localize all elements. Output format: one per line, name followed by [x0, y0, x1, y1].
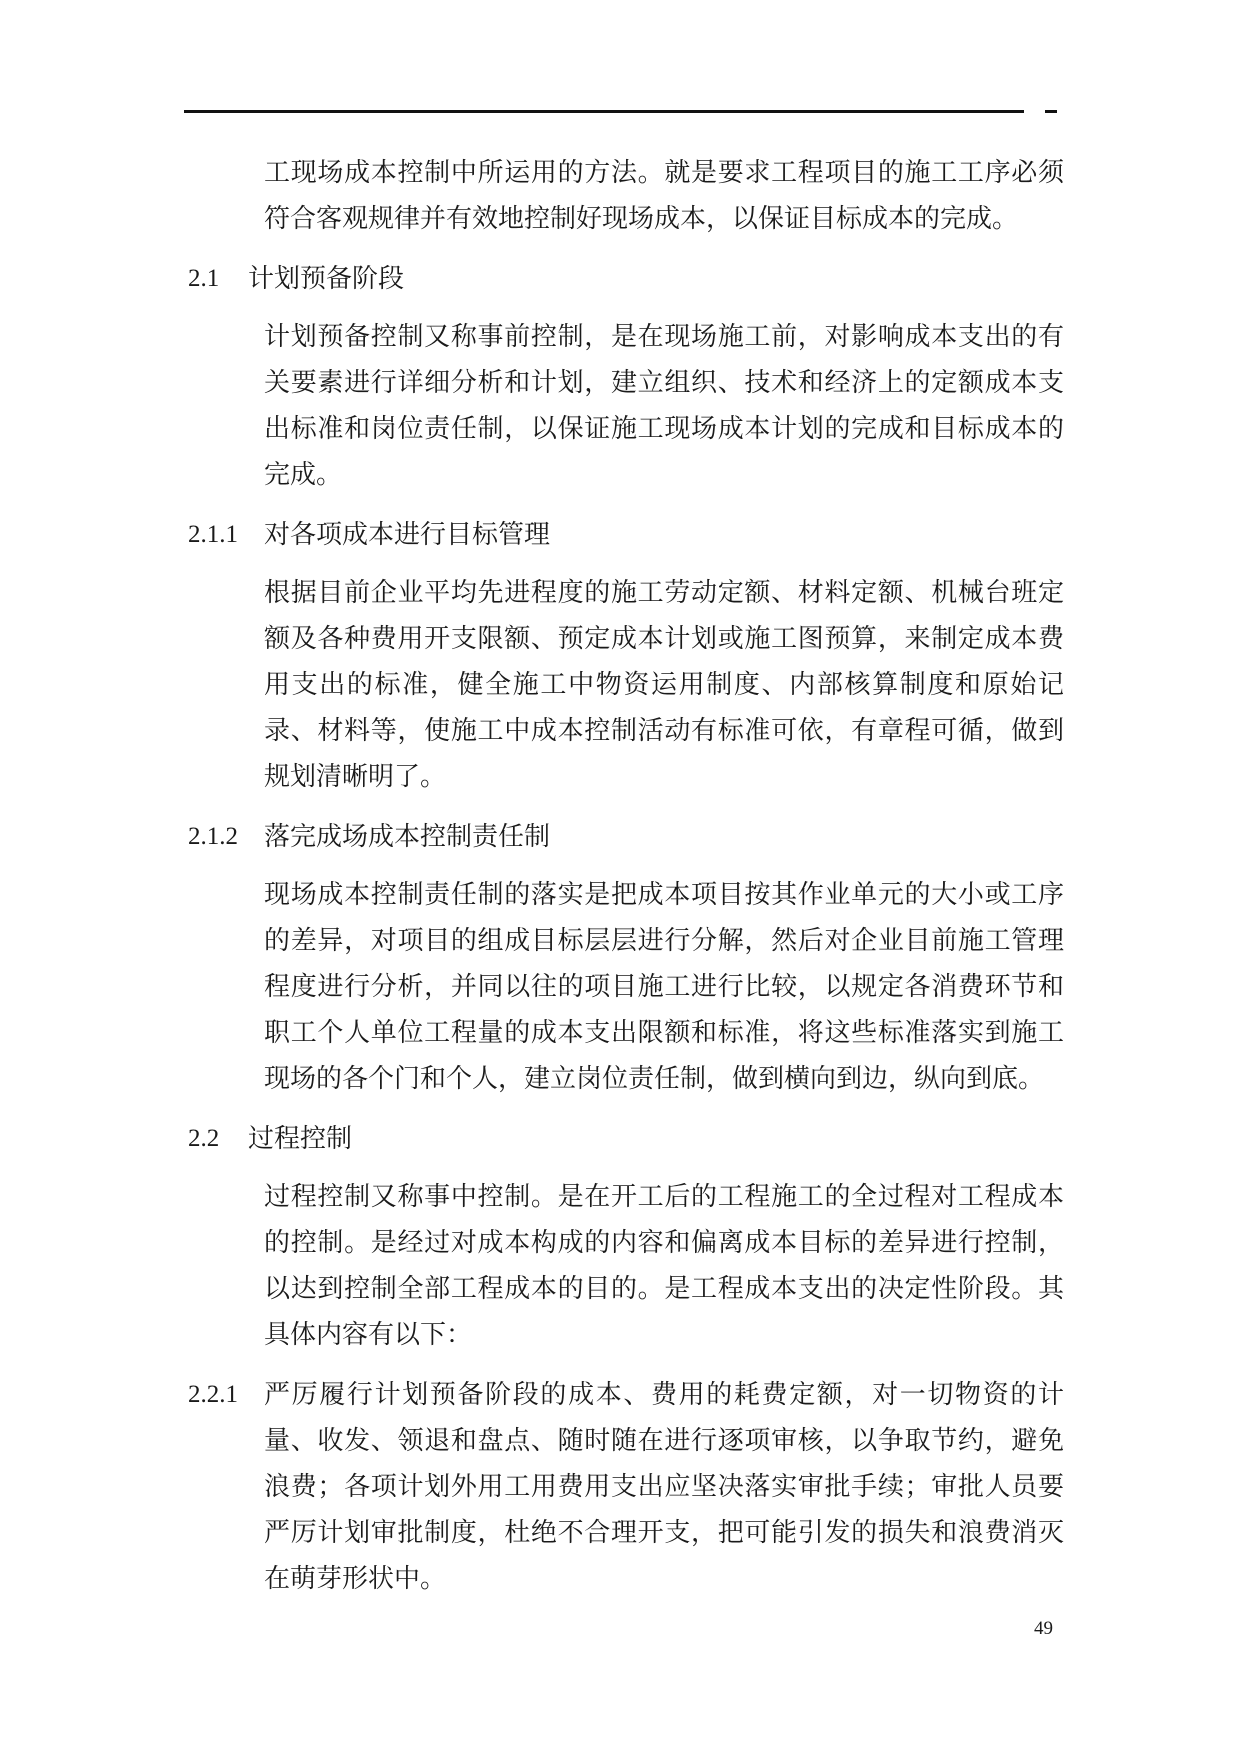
section-2-1-2-body: 现场成本控制责任制的落实是把成本项目按其作业单元的大小或工序的差异，对项目的组成目标层层进行分解，然后对企业目前施工管理程度进行分析，并同以往的项目施工进行比较，以规定各消费环节和职工个人单位工程量的成本支出限额和标准，将这些标准落实到施工现场的各个门和个人，建立岗位责任制，做到横向到边，纵向到底。: [264, 880, 1064, 1094]
section-2-1-heading: [0, 256, 1241, 302]
section-2-1-1-body: 根据目前企业平均先进程度的施工劳动定额、材料定额、机械台班定额及各种费用开支限额、预定成本计划或施工图预算，来制定成本费用支出的标准，健全施工中物资运用制度、内部核算制度和原始记录、材料等，使施工中成本控制活动有标准可依，有章程可循，做到规划清晰明了。: [264, 578, 1064, 792]
section-title: 过程控制: [248, 1124, 353, 1154]
section-2-2-1-item: [0, 1372, 1241, 1602]
section-2-2-heading: [0, 1116, 1241, 1162]
header-rule-mark: [1045, 110, 1057, 113]
section-2-1-body: 计划预备控制又称事前控制，是在现场施工前，对影响成本支出的有关要素进行详细分析和计划，建立组织、技术和经济上的定额成本支出标准和岗位责任制，以保证施工现场成本计划的完成和目标成本的完成。: [264, 322, 1064, 490]
section-number: 2.1: [188, 265, 220, 292]
page-number: 49: [1034, 1618, 1053, 1639]
section-2-2-1-body: 严厉履行计划预备阶段的成本、费用的耗费定额，对一切物资的计量、收发、领退和盘点、随时随在进行逐项审核，以争取节约，避免浪费；各项计划外用工用费用支出应坚决落实审批手续；审批人员要严厉计划审批制度，杜绝不合理开支，把可能引发的损失和浪费消灭在萌芽形状中。: [264, 1380, 1064, 1594]
section-2-2-body: 过程控制又称事中控制。是在开工后的工程施工的全过程对工程成本的控制。是经过对成本构成的内容和偏离成本目标的差异进行控制，以达到控制全部工程成本的目的。是工程成本支出的决定性阶段。其具体内容有以下：: [264, 1182, 1064, 1350]
section-number: 2.1.2: [188, 823, 238, 850]
section-title: 计划预备阶段: [248, 264, 405, 294]
section-number: 2.2: [188, 1125, 220, 1152]
section-2-1-2-heading: [0, 814, 1241, 860]
header-rule: [184, 110, 1024, 113]
page-content: [0, 150, 1241, 1602]
intro-paragraph: 工现场成本控制中所运用的方法。就是要求工程项目的施工工序必须符合客观规律并有效地控制好现场成本，以保证目标成本的完成。: [264, 158, 1064, 234]
section-2-1-1-heading: [0, 512, 1241, 558]
section-number: 2.2.1: [188, 1381, 238, 1408]
section-title: 落完成场成本控制责任制: [264, 822, 551, 852]
section-number: 2.1.1: [188, 521, 238, 548]
section-title: 对各项成本进行目标管理: [264, 520, 551, 550]
